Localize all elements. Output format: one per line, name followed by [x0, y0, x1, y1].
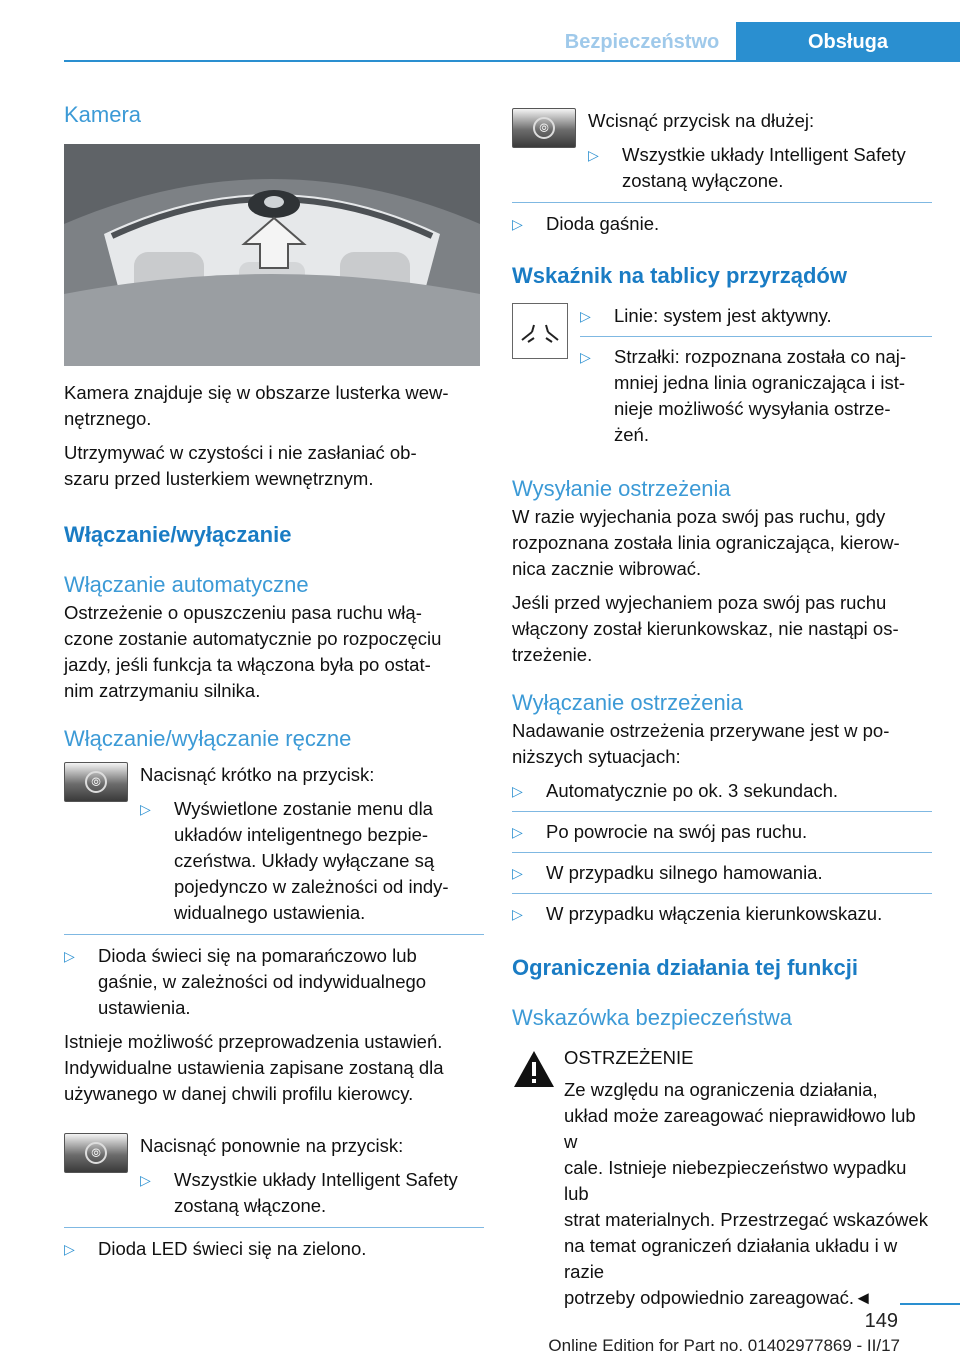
press-short-text: Nacisnąć krótko na przycisk: — [140, 764, 375, 785]
list-item — [140, 1167, 484, 1219]
triangle-bullet-icon: ▷ — [580, 308, 591, 324]
press-again-row — [64, 1133, 484, 1219]
disable-text: Nadawanie ostrzeżenia przerywane jest w po- niższych sytuacjach: — [512, 720, 890, 767]
press-again-text: Nacisnąć ponownie na przycisk: — [140, 1135, 404, 1156]
list-item — [512, 211, 932, 237]
press-short-bullet: Wyświetlone zostanie menu dla układów inteligentnego bezpie- czeństwa. Układy wyłączane są pojedynczo w zależności od indy- widualnego ustawienia. — [174, 798, 449, 923]
separator — [512, 202, 932, 203]
profile-text: Istnieje możliwość przeprowadzenia ustawień. Indywidualne ustawienia zapisane zostaną dla używanego w danej chwili profilu kierowcy. — [64, 1031, 444, 1104]
triangle-bullet-icon: ▷ — [512, 865, 523, 881]
press-long-row — [512, 108, 932, 194]
warning-text: Ze względu na ograniczenia działania, układ może zareagować nieprawidłowo lub w cale. Istnieje niebezpieczeństwo wypadku lub strat materialnych. Przestrzegać wskazówek na temat ograniczeń działania układu i w razie potrzeby odpowiednio zareagować.◄ — [564, 1079, 928, 1308]
disable-list — [512, 778, 932, 927]
header-section-tab[interactable]: Bezpieczeństwo — [548, 22, 736, 62]
triangle-bullet-icon: ▷ — [512, 216, 523, 232]
list-item: ▷ W przypadku włączenia kierunkowskazu. — [512, 893, 932, 927]
footer-edition-text: Online Edition for Part no. 01402977869 - II/17 — [548, 1336, 900, 1355]
triangle-bullet-icon: ▷ — [64, 1241, 75, 1257]
list-item: ▷ Automatycznie po ok. 3 sekundach. — [512, 778, 932, 804]
led-orange-text: Dioda świeci się na pomarańczowo lub gaśnie, w zależności od indywidualnego ustawienia. — [98, 945, 427, 1018]
disable-heading: Wyłączanie ostrzeżenia — [512, 690, 743, 715]
press-again-bullet: Wszystkie układy Intelligent Safety zostaną włączone. — [174, 1169, 458, 1216]
triangle-bullet-icon: ▷ — [588, 147, 599, 163]
warning-block — [512, 1045, 932, 1311]
list-item — [64, 943, 484, 1021]
auto-heading: Włączanie automatyczne — [64, 572, 309, 597]
lane-lines-icon — [512, 303, 568, 359]
indicator-row — [512, 303, 932, 448]
auto-text: Ostrzeżenie o opuszczeniu pasa ruchu włą- czone zostanie automatycznie po rozpoczęciu jazdy, jeśli funkcja ta włączona była po ostat- nim zatrzymaniu silnika. — [64, 602, 442, 701]
limits-heading: Ograniczenia działania tej funkcji — [512, 955, 858, 980]
safety-heading: Wskazówka bezpieczeństwa — [512, 1005, 793, 1030]
warning-heading: OSTRZEŻENIE — [564, 1047, 694, 1068]
list-item — [64, 1236, 484, 1262]
warning-triangle-icon — [512, 1049, 556, 1089]
send-text-1: W razie wyjechania poza swój pas ruchu, gdy rozpoznana została linia ograniczająca, kierow- nica zacznie wibrować. — [512, 506, 900, 579]
separator — [64, 1227, 484, 1228]
indicator-bullet-lines: Linie: system jest aktywny. — [614, 305, 832, 326]
triangle-bullet-icon: ▷ — [140, 801, 151, 817]
car-interior-illustration — [64, 144, 480, 366]
camera-heading: Kamera — [64, 102, 142, 127]
header-chapter-tab[interactable]: Obsługa — [736, 22, 960, 62]
triangle-bullet-icon: ▷ — [512, 906, 523, 922]
right-column — [512, 100, 932, 1311]
onoff-heading: Włączanie/wyłączanie — [64, 522, 292, 547]
page-number: 149 — [864, 1310, 898, 1332]
list-item — [588, 142, 932, 194]
triangle-bullet-icon: ▷ — [580, 349, 591, 365]
list-item — [580, 303, 932, 329]
footer-rule — [900, 1303, 960, 1305]
safety-button-icon: ⦾ — [512, 108, 576, 148]
send-heading: Wysyłanie ostrzeżenia — [512, 476, 731, 501]
separator — [64, 934, 484, 935]
press-long-bullet: Wszystkie układy Intelligent Safety zostaną wyłączone. — [622, 144, 906, 191]
rear-window-camera-photo — [64, 144, 480, 366]
list-item — [140, 796, 484, 926]
left-column — [64, 100, 484, 1262]
separator — [580, 336, 932, 337]
header-rule — [64, 60, 960, 62]
camera-location-text: Kamera znajduje się w obszarze lusterka wew- nętrznego. — [64, 382, 449, 429]
press-short-row — [64, 762, 484, 926]
safety-button-icon: ⦾ — [64, 762, 128, 802]
press-long-text: Wcisnąć przycisk na dłużej: — [588, 110, 815, 131]
indicator-heading: Wskaźnik na tablicy przyrządów — [512, 263, 847, 288]
triangle-bullet-icon: ▷ — [140, 1172, 151, 1188]
indicator-bullet-arrows: Strzałki: rozpoznana została co naj- mniej jedna linia ograniczająca i ist- nieje możliwość wysyłania ostrze- żeń. — [614, 346, 907, 445]
led-off-text: Dioda gaśnie. — [546, 213, 660, 234]
triangle-bullet-icon: ▷ — [64, 948, 75, 964]
triangle-bullet-icon: ▷ — [512, 824, 523, 840]
list-item — [580, 344, 932, 448]
send-text-2: Jeśli przed wyjechaniem poza swój pas ruchu włączony został kierunkowskaz, nie nastąpi os- trzeżenie. — [512, 592, 899, 665]
triangle-bullet-icon: ▷ — [512, 783, 523, 799]
led-green-text: Dioda LED świeci się na zielono. — [98, 1238, 367, 1259]
manual-heading: Włączanie/wyłączanie ręczne — [64, 726, 352, 751]
list-item: ▷ W przypadku silnego hamowania. — [512, 852, 932, 886]
camera-clean-text: Utrzymywać w czystości i nie zasłaniać ob- szaru przed lusterkiem wewnętrznym. — [64, 442, 417, 489]
safety-button-icon: ⦾ — [64, 1133, 128, 1173]
list-item: ▷ Po powrocie na swój pas ruchu. — [512, 811, 932, 845]
